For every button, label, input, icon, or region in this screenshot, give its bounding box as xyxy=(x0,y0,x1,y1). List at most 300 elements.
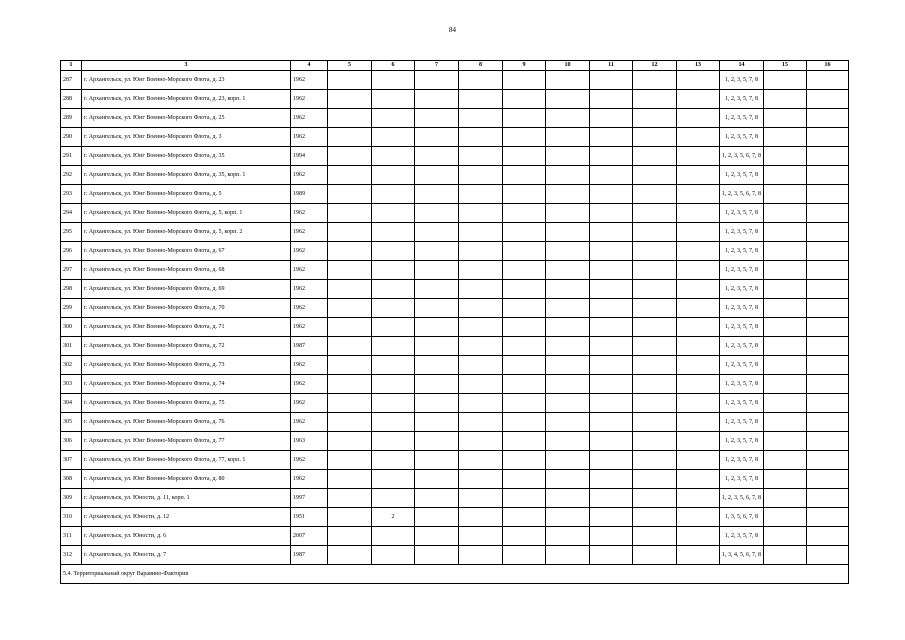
empty-cell xyxy=(328,470,372,489)
empty-cell xyxy=(590,337,633,356)
empty-cell xyxy=(415,451,459,470)
empty-cell xyxy=(677,223,720,242)
year-cell: 1962 xyxy=(291,128,328,147)
year-cell: 1962 xyxy=(291,204,328,223)
table-row xyxy=(61,128,849,147)
empty-cell xyxy=(503,413,546,432)
column-6-cell xyxy=(372,128,415,147)
empty-cell xyxy=(764,299,807,318)
column-6-cell xyxy=(372,451,415,470)
empty-cell xyxy=(415,71,459,90)
table-row xyxy=(61,90,849,109)
empty-cell xyxy=(415,489,459,508)
empty-cell xyxy=(764,394,807,413)
row-number-cell: 294 xyxy=(61,204,82,223)
column-14-cell: 1, 2, 3, 5, 7, 8 xyxy=(720,356,764,375)
empty-cell xyxy=(677,166,720,185)
column-6-cell xyxy=(372,166,415,185)
row-number-cell: 307 xyxy=(61,451,82,470)
table-row xyxy=(61,489,849,508)
column-6-cell xyxy=(372,546,415,565)
table-row xyxy=(61,470,849,489)
empty-cell xyxy=(328,375,372,394)
empty-cell xyxy=(677,413,720,432)
table-row xyxy=(61,71,849,90)
empty-cell xyxy=(764,204,807,223)
empty-cell xyxy=(503,508,546,527)
empty-cell xyxy=(764,356,807,375)
address-cell: г. Архангельск, ул. Юнг Военно-Морского Флота, д. 77 xyxy=(82,432,291,451)
empty-cell xyxy=(633,413,677,432)
column-6-cell: 2 xyxy=(372,508,415,527)
empty-cell xyxy=(633,261,677,280)
empty-cell xyxy=(764,451,807,470)
column-header: 16 xyxy=(807,61,849,71)
year-cell: 1962 xyxy=(291,413,328,432)
empty-cell xyxy=(677,71,720,90)
empty-cell xyxy=(328,185,372,204)
column-14-cell: 1, 2, 3, 5, 7, 8 xyxy=(720,432,764,451)
empty-cell xyxy=(764,280,807,299)
empty-cell xyxy=(807,71,849,90)
empty-cell xyxy=(807,413,849,432)
empty-cell xyxy=(590,90,633,109)
empty-cell xyxy=(328,90,372,109)
empty-cell xyxy=(503,90,546,109)
empty-cell xyxy=(546,166,590,185)
empty-cell xyxy=(677,242,720,261)
empty-cell xyxy=(459,508,503,527)
empty-cell xyxy=(764,432,807,451)
table-row xyxy=(61,166,849,185)
address-cell: г. Архангельск, ул. Юнг Военно-Морского Флота, д. 23, корп. 1 xyxy=(82,90,291,109)
empty-cell xyxy=(807,337,849,356)
empty-cell xyxy=(677,280,720,299)
empty-cell xyxy=(764,128,807,147)
row-number-cell: 310 xyxy=(61,508,82,527)
empty-cell xyxy=(807,223,849,242)
column-header: 3 xyxy=(82,61,291,71)
column-6-cell xyxy=(372,242,415,261)
column-6-cell xyxy=(372,413,415,432)
empty-cell xyxy=(328,451,372,470)
table-row xyxy=(61,318,849,337)
column-14-cell: 1, 2, 3, 5, 7, 8 xyxy=(720,413,764,432)
empty-cell xyxy=(633,451,677,470)
column-6-cell xyxy=(372,527,415,546)
year-cell: 1962 xyxy=(291,451,328,470)
empty-cell xyxy=(546,527,590,546)
empty-cell xyxy=(633,432,677,451)
column-6-cell xyxy=(372,90,415,109)
empty-cell xyxy=(503,204,546,223)
address-cell: г. Архангельск, ул. Юности, д. 7 xyxy=(82,546,291,565)
year-cell: 1962 xyxy=(291,242,328,261)
column-14-cell: 1, 2, 3, 5, 7, 8 xyxy=(720,109,764,128)
empty-cell xyxy=(328,432,372,451)
empty-cell xyxy=(764,337,807,356)
row-number-cell: 304 xyxy=(61,394,82,413)
empty-cell xyxy=(546,90,590,109)
column-14-cell: 1, 2, 3, 5, 7, 8 xyxy=(720,527,764,546)
empty-cell xyxy=(328,508,372,527)
column-6-cell xyxy=(372,299,415,318)
empty-cell xyxy=(328,546,372,565)
column-header: 12 xyxy=(633,61,677,71)
empty-cell xyxy=(764,318,807,337)
empty-cell xyxy=(590,223,633,242)
empty-cell xyxy=(328,223,372,242)
row-number-cell: 293 xyxy=(61,185,82,204)
column-6-cell xyxy=(372,470,415,489)
empty-cell xyxy=(546,185,590,204)
empty-cell xyxy=(415,337,459,356)
table-row xyxy=(61,432,849,451)
empty-cell xyxy=(503,185,546,204)
empty-cell xyxy=(764,489,807,508)
empty-cell xyxy=(459,166,503,185)
empty-cell xyxy=(633,470,677,489)
empty-cell xyxy=(677,356,720,375)
empty-cell xyxy=(764,546,807,565)
empty-cell xyxy=(546,337,590,356)
empty-cell xyxy=(546,318,590,337)
empty-cell xyxy=(677,508,720,527)
table-row xyxy=(61,451,849,470)
address-cell: г. Архангельск, ул. Юнг Военно-Морского Флота, д. 74 xyxy=(82,375,291,394)
empty-cell xyxy=(633,166,677,185)
empty-cell xyxy=(590,185,633,204)
empty-cell xyxy=(807,394,849,413)
year-cell: 1987 xyxy=(291,546,328,565)
empty-cell xyxy=(459,318,503,337)
address-cell: г. Архангельск, ул. Юнг Военно-Морского Флота, д. 76 xyxy=(82,413,291,432)
empty-cell xyxy=(546,413,590,432)
column-14-cell: 1, 2, 3, 5, 7, 8 xyxy=(720,166,764,185)
empty-cell xyxy=(459,242,503,261)
empty-cell xyxy=(807,280,849,299)
empty-cell xyxy=(590,470,633,489)
empty-cell xyxy=(415,109,459,128)
column-14-cell: 1, 2, 3, 5, 6, 7, 8 xyxy=(720,489,764,508)
column-14-cell: 1, 2, 3, 5, 7, 8 xyxy=(720,394,764,413)
empty-cell xyxy=(459,204,503,223)
section-row xyxy=(61,565,849,584)
column-header: 10 xyxy=(546,61,590,71)
empty-cell xyxy=(546,508,590,527)
column-14-cell: 1, 2, 3, 5, 7, 8 xyxy=(720,223,764,242)
year-cell: 1962 xyxy=(291,318,328,337)
column-header: 4 xyxy=(291,61,328,71)
empty-cell xyxy=(677,489,720,508)
empty-cell xyxy=(546,147,590,166)
table-row xyxy=(61,147,849,166)
empty-cell xyxy=(459,185,503,204)
empty-cell xyxy=(328,261,372,280)
column-6-cell xyxy=(372,185,415,204)
empty-cell xyxy=(459,71,503,90)
empty-cell xyxy=(677,109,720,128)
column-6-cell xyxy=(372,71,415,90)
empty-cell xyxy=(590,375,633,394)
empty-cell xyxy=(590,128,633,147)
empty-cell xyxy=(807,375,849,394)
empty-cell xyxy=(807,128,849,147)
empty-cell xyxy=(503,432,546,451)
empty-cell xyxy=(546,223,590,242)
empty-cell xyxy=(807,261,849,280)
year-cell: 1962 xyxy=(291,109,328,128)
column-6-cell xyxy=(372,337,415,356)
table-row xyxy=(61,356,849,375)
column-14-cell: 1, 2, 3, 5, 7, 8 xyxy=(720,337,764,356)
empty-cell xyxy=(415,470,459,489)
empty-cell xyxy=(677,546,720,565)
empty-cell xyxy=(677,394,720,413)
empty-cell xyxy=(807,527,849,546)
address-cell: г. Архангельск, ул. Юности, д. 11, корп. 1 xyxy=(82,489,291,508)
table-row xyxy=(61,242,849,261)
row-number-cell: 287 xyxy=(61,71,82,90)
empty-cell xyxy=(328,318,372,337)
column-header: 5 xyxy=(328,61,372,71)
empty-cell xyxy=(590,204,633,223)
empty-cell xyxy=(590,451,633,470)
address-cell: г. Архангельск, ул. Юнг Военно-Морского Флота, д. 67 xyxy=(82,242,291,261)
empty-cell xyxy=(590,318,633,337)
empty-cell xyxy=(459,356,503,375)
year-cell: 1962 xyxy=(291,90,328,109)
empty-cell xyxy=(633,128,677,147)
empty-cell xyxy=(328,166,372,185)
empty-cell xyxy=(415,204,459,223)
address-cell: г. Архангельск, ул. Юнг Военно-Морского Флота, д. 23 xyxy=(82,71,291,90)
empty-cell xyxy=(503,242,546,261)
empty-cell xyxy=(590,109,633,128)
column-header: 1 xyxy=(61,61,82,71)
empty-cell xyxy=(633,204,677,223)
empty-cell xyxy=(328,242,372,261)
table-row xyxy=(61,280,849,299)
empty-cell xyxy=(546,432,590,451)
year-cell: 1962 xyxy=(291,261,328,280)
column-14-cell: 1, 2, 3, 5, 6, 7, 8 xyxy=(720,147,764,166)
row-number-cell: 298 xyxy=(61,280,82,299)
column-6-cell xyxy=(372,109,415,128)
empty-cell xyxy=(503,280,546,299)
empty-cell xyxy=(546,546,590,565)
row-number-cell: 291 xyxy=(61,147,82,166)
empty-cell xyxy=(677,527,720,546)
empty-cell xyxy=(677,318,720,337)
empty-cell xyxy=(546,242,590,261)
empty-cell xyxy=(328,71,372,90)
empty-cell xyxy=(503,261,546,280)
column-14-cell: 1, 2, 3, 5, 7, 8 xyxy=(720,451,764,470)
empty-cell xyxy=(415,242,459,261)
empty-cell xyxy=(677,204,720,223)
empty-cell xyxy=(590,432,633,451)
address-cell: г. Архангельск, ул. Юнг Военно-Морского Флота, д. 35 xyxy=(82,147,291,166)
empty-cell xyxy=(590,508,633,527)
empty-cell xyxy=(807,90,849,109)
empty-cell xyxy=(459,299,503,318)
empty-cell xyxy=(590,299,633,318)
column-6-cell xyxy=(372,223,415,242)
table-row xyxy=(61,337,849,356)
empty-cell xyxy=(590,147,633,166)
row-number-cell: 301 xyxy=(61,337,82,356)
table-row xyxy=(61,413,849,432)
address-cell: г. Архангельск, ул. Юнг Военно-Морского Флота, д. 75 xyxy=(82,394,291,413)
empty-cell xyxy=(415,166,459,185)
column-14-cell: 1, 2, 3, 5, 7, 8 xyxy=(720,71,764,90)
table-row xyxy=(61,508,849,527)
empty-cell xyxy=(415,299,459,318)
row-number-cell: 302 xyxy=(61,356,82,375)
column-6-cell xyxy=(372,280,415,299)
year-cell: 1951 xyxy=(291,508,328,527)
empty-cell xyxy=(807,489,849,508)
empty-cell xyxy=(503,451,546,470)
empty-cell xyxy=(807,166,849,185)
row-number-cell: 292 xyxy=(61,166,82,185)
column-14-cell: 1, 2, 3, 5, 7, 8 xyxy=(720,470,764,489)
empty-cell xyxy=(764,375,807,394)
empty-cell xyxy=(328,147,372,166)
empty-cell xyxy=(459,280,503,299)
empty-cell xyxy=(459,223,503,242)
column-6-cell xyxy=(372,356,415,375)
column-14-cell: 1, 3, 5, 6, 7, 8 xyxy=(720,508,764,527)
empty-cell xyxy=(764,185,807,204)
empty-cell xyxy=(459,451,503,470)
empty-cell xyxy=(546,128,590,147)
column-14-cell: 1, 3, 4, 5, 6, 7, 8 xyxy=(720,546,764,565)
address-cell: г. Архангельск, ул. Юнг Военно-Морского Флота, д. 3 xyxy=(82,128,291,147)
address-cell: г. Архангельск, ул. Юнг Военно-Морского Флота, д. 5, корп. 1 xyxy=(82,204,291,223)
address-cell: г. Архангельск, ул. Юнг Военно-Морского Флота, д. 72 xyxy=(82,337,291,356)
empty-cell xyxy=(415,318,459,337)
column-14-cell: 1, 2, 3, 5, 7, 8 xyxy=(720,318,764,337)
column-6-cell xyxy=(372,261,415,280)
registry-table xyxy=(60,60,849,584)
empty-cell xyxy=(503,489,546,508)
empty-cell xyxy=(807,185,849,204)
empty-cell xyxy=(415,128,459,147)
empty-cell xyxy=(328,280,372,299)
empty-cell xyxy=(677,128,720,147)
empty-cell xyxy=(503,299,546,318)
empty-cell xyxy=(415,527,459,546)
column-14-cell: 1, 2, 3, 5, 7, 8 xyxy=(720,242,764,261)
column-14-cell: 1, 2, 3, 5, 7, 8 xyxy=(720,375,764,394)
year-cell: 1962 xyxy=(291,71,328,90)
address-cell: г. Архангельск, ул. Юности, д. 12 xyxy=(82,508,291,527)
year-cell: 1987 xyxy=(291,337,328,356)
empty-cell xyxy=(328,394,372,413)
column-14-cell: 1, 2, 3, 5, 7, 8 xyxy=(720,261,764,280)
empty-cell xyxy=(764,90,807,109)
column-header: 6 xyxy=(372,61,415,71)
empty-cell xyxy=(764,261,807,280)
empty-cell xyxy=(764,470,807,489)
empty-cell xyxy=(415,413,459,432)
empty-cell xyxy=(677,375,720,394)
column-14-cell: 1, 2, 3, 5, 7, 8 xyxy=(720,128,764,147)
empty-cell xyxy=(459,527,503,546)
empty-cell xyxy=(677,261,720,280)
empty-cell xyxy=(633,356,677,375)
empty-cell xyxy=(328,299,372,318)
year-cell: 1962 xyxy=(291,356,328,375)
empty-cell xyxy=(764,166,807,185)
address-cell: г. Архангельск, ул. Юнг Военно-Морского Флота, д. 80 xyxy=(82,470,291,489)
column-header: 7 xyxy=(415,61,459,71)
empty-cell xyxy=(415,185,459,204)
row-number-cell: 303 xyxy=(61,375,82,394)
address-cell: г. Архангельск, ул. Юнг Военно-Морского Флота, д. 5 xyxy=(82,185,291,204)
empty-cell xyxy=(807,451,849,470)
empty-cell xyxy=(764,71,807,90)
column-6-cell xyxy=(372,394,415,413)
empty-cell xyxy=(503,128,546,147)
empty-cell xyxy=(633,527,677,546)
row-number-cell: 312 xyxy=(61,546,82,565)
empty-cell xyxy=(328,204,372,223)
empty-cell xyxy=(459,337,503,356)
empty-cell xyxy=(459,470,503,489)
empty-cell xyxy=(807,432,849,451)
address-cell: г. Архангельск, ул. Юнг Военно-Морского Флота, д. 77, корп. 1 xyxy=(82,451,291,470)
empty-cell xyxy=(590,71,633,90)
column-6-cell xyxy=(372,318,415,337)
address-cell: г. Архангельск, ул. Юнг Военно-Морского Флота, д. 70 xyxy=(82,299,291,318)
empty-cell xyxy=(807,356,849,375)
table-row xyxy=(61,204,849,223)
year-cell: 1963 xyxy=(291,432,328,451)
empty-cell xyxy=(590,261,633,280)
empty-cell xyxy=(590,489,633,508)
year-cell: 1962 xyxy=(291,299,328,318)
column-6-cell xyxy=(372,432,415,451)
empty-cell xyxy=(415,280,459,299)
empty-cell xyxy=(807,147,849,166)
table-row xyxy=(61,375,849,394)
empty-cell xyxy=(503,394,546,413)
empty-cell xyxy=(459,432,503,451)
column-6-cell xyxy=(372,489,415,508)
empty-cell xyxy=(459,128,503,147)
empty-cell xyxy=(415,508,459,527)
empty-cell xyxy=(677,451,720,470)
row-number-cell: 308 xyxy=(61,470,82,489)
empty-cell xyxy=(503,546,546,565)
empty-cell xyxy=(590,394,633,413)
empty-cell xyxy=(546,204,590,223)
empty-cell xyxy=(764,413,807,432)
empty-cell xyxy=(503,470,546,489)
empty-cell xyxy=(764,109,807,128)
empty-cell xyxy=(764,242,807,261)
empty-cell xyxy=(590,280,633,299)
row-number-cell: 289 xyxy=(61,109,82,128)
empty-cell xyxy=(633,223,677,242)
empty-cell xyxy=(807,470,849,489)
address-cell: г. Архангельск, ул. Юнг Военно-Морского Флота, д. 73 xyxy=(82,356,291,375)
header-row xyxy=(61,61,849,71)
row-number-cell: 295 xyxy=(61,223,82,242)
